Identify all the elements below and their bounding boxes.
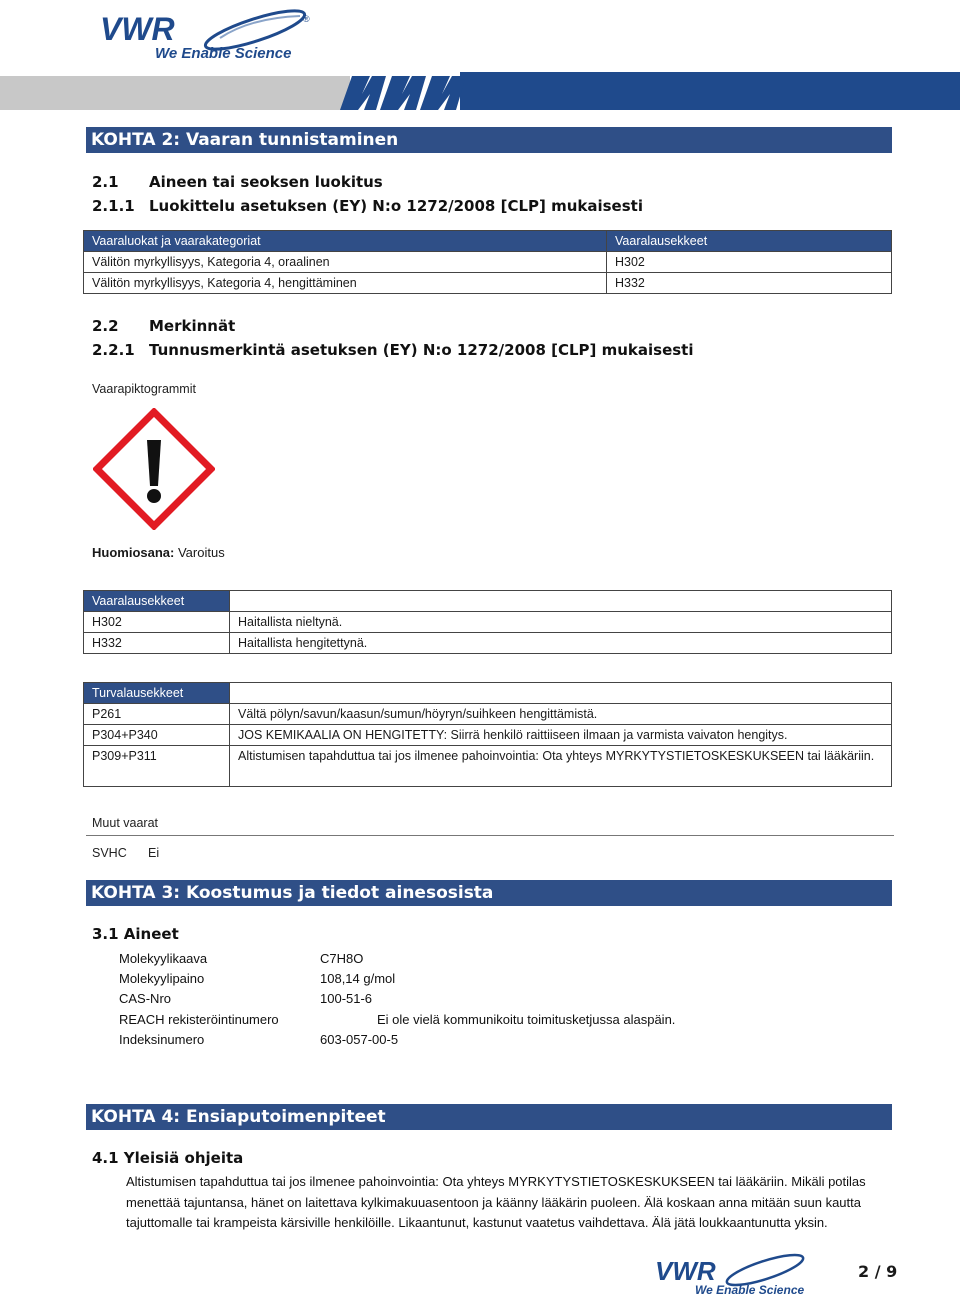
precaution-text: JOS KEMIKAALIA ON HENGITETTY: Siirrä henkilö raittiiseen ilmaan ja varmista vaivaton hengitys. — [230, 725, 892, 746]
heading-label: Tunnusmerkintä asetuksen (EY) N:o 1272/2008 [CLP] mukaisesti — [149, 341, 694, 359]
exclamation-hazard-pictogram-icon — [93, 408, 215, 530]
table-row — [84, 725, 892, 746]
hazard-statements-table — [83, 590, 892, 654]
table-row — [84, 273, 892, 294]
vwr-logo-text: VWR — [100, 11, 175, 47]
footer-vwr-logo — [655, 1252, 815, 1296]
heading-label: Luokittelu asetuksen (EY) N:o 1272/2008 [CLP] mukaisesti — [149, 197, 643, 215]
other-hazards-label: Muut vaarat — [92, 816, 159, 830]
heading-4-1: 4.1 Yleisiä ohjeita — [92, 1149, 244, 1167]
heading-3-1: 3.1 Aineet — [92, 925, 179, 943]
section2-title: KOHTA 2: Vaaran tunnistaminen — [86, 127, 892, 153]
table-header: Vaaralausekkeet — [607, 231, 892, 252]
vwr-tagline: We Enable Science — [155, 45, 292, 62]
table-header: Vaaralausekkeet — [84, 591, 230, 612]
first-aid-text: Altistumisen tapahduttua tai jos ilmenee pahoinvointia: Ota yhteys MYRKYTYSTIETOSKESKUKSEEN tai lääkäriin. Mikäli potilas menettää tajuntansa, hänet on laitettava kylkimakuuasentoon ja käänny lääkärin puoleen. Älä koskaan anna mitään suun kautta tajuttomalle tai krampeista kärsiville henkilöille. Likaantunut, kastunut vaatetus vaihdettava. Älä jätä loukkaantunutta yksin. — [126, 1174, 866, 1230]
page-number: 2 / 9 — [858, 1262, 898, 1281]
pictogram-label: Vaarapiktogrammit — [92, 382, 196, 396]
signal-word-row — [92, 545, 225, 560]
table-row — [84, 612, 892, 633]
section3-title: KOHTA 3: Koostumus ja tiedot ainesosista — [86, 880, 892, 906]
precaution-text: Vältä pölyn/savun/kaasun/sumun/höyryn/suihkeen hengittämistä. — [230, 704, 892, 725]
prop-value: 108,14 g/mol — [320, 971, 396, 986]
prop-label: REACH rekisteröintinumero — [119, 1012, 279, 1027]
prop-label: Molekyylikaava — [119, 951, 208, 966]
section4-title: KOHTA 4: Ensiaputoimenpiteet — [86, 1104, 892, 1130]
heading-label: Merkinnät — [149, 317, 236, 335]
hazard-text: Haitallista hengitettynä. — [230, 633, 892, 654]
classification-table — [83, 230, 892, 294]
precaution-code: P309+P311 — [84, 746, 230, 787]
heading-number: 2.1.1 — [92, 197, 135, 215]
prop-label: CAS-Nro — [119, 991, 172, 1006]
footer-logo-text: VWR — [655, 1256, 716, 1286]
prop-value: 100-51-6 — [320, 991, 373, 1006]
hazard-code: H302 — [84, 612, 230, 633]
signal-word-value: Varoitus — [177, 545, 225, 560]
footer-tagline: We Enable Science — [695, 1283, 805, 1296]
divider — [86, 835, 894, 836]
heading-number: 2.2.1 — [92, 341, 135, 359]
table-header: Vaaraluokat ja vaarakategoriat — [84, 231, 607, 252]
table-row — [84, 252, 892, 273]
heading-2-2 — [92, 317, 235, 335]
svhc-label: SVHC — [92, 846, 127, 860]
precautionary-statements-table — [83, 682, 892, 787]
heading-2-1-1 — [92, 197, 643, 215]
table-row — [84, 633, 892, 654]
prop-label: Molekyylipaino — [119, 971, 205, 986]
precaution-code: P261 — [84, 704, 230, 725]
hazard-code: H332 — [84, 633, 230, 654]
vwr-logo — [100, 8, 320, 64]
table-header: Turvalausekkeet — [84, 683, 230, 704]
prop-value: Ei ole vielä kommunikoitu toimitusketjussa alaspäin. — [377, 1012, 676, 1027]
prop-value: C7H8O — [320, 951, 364, 966]
registered-mark: ® — [303, 14, 310, 24]
heading-number: 2.1 — [92, 173, 119, 191]
table-cell: Välitön myrkyllisyys, Kategoria 4, oraalinen — [84, 252, 607, 273]
table-cell: Välitön myrkyllisyys, Kategoria 4, hengittäminen — [84, 273, 607, 294]
table-cell: H302 — [607, 252, 892, 273]
svhc-value: Ei — [148, 846, 160, 860]
precaution-text: Altistumisen tapahduttua tai jos ilmenee pahoinvointia: Ota yhteys MYRKYTYSTIETOSKESKUKSEEN tai lääkäriin. — [230, 746, 892, 787]
vwr-logo-graphic — [100, 8, 320, 64]
heading-2-1 — [92, 173, 383, 191]
header-banner — [0, 72, 960, 110]
prop-label: Indeksinumero — [119, 1032, 205, 1047]
hazard-text: Haitallista nieltynä. — [230, 612, 892, 633]
heading-number: 2.2 — [92, 317, 119, 335]
precaution-code: P304+P340 — [84, 725, 230, 746]
table-cell: H332 — [607, 273, 892, 294]
signal-word-label: Huomiosana: — [92, 545, 175, 560]
table-row — [84, 704, 892, 725]
prop-value: 603-057-00-5 — [320, 1032, 399, 1047]
heading-label: Aineen tai seoksen luokitus — [149, 173, 383, 191]
heading-2-2-1 — [92, 341, 694, 359]
table-row — [84, 746, 892, 787]
